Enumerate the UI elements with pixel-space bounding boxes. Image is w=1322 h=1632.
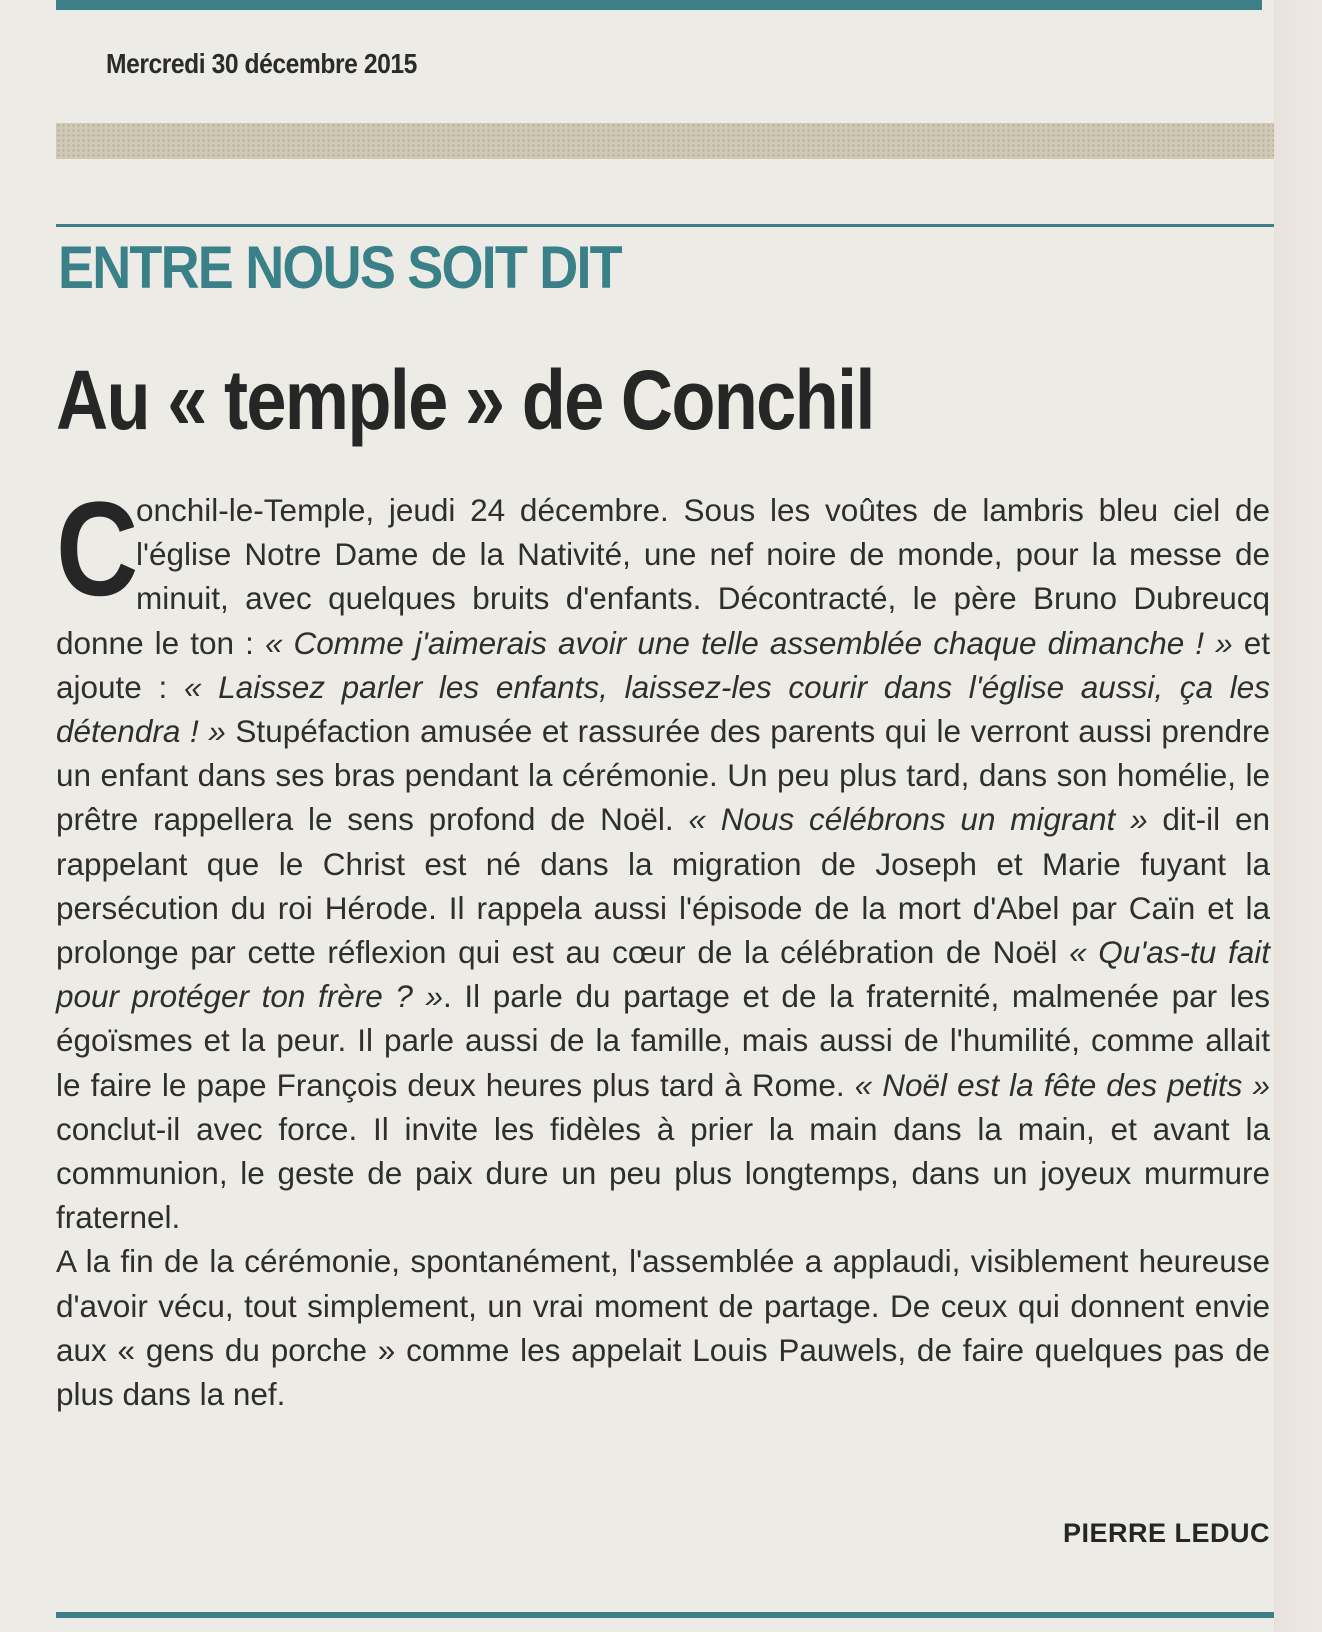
article-text <box>56 475 1270 1413</box>
section-title: ENTRE NOUS SOIT DIT <box>58 234 621 301</box>
paragraph-text: dit-il en rappelant que le Christ est né dans la migration de Joseph et Marie fuyant la persécution du roi Hérode. Il rappela aussi l'épisode de la mort d'Abel par Caïn et la prolonge par cette réflexion qui est au cœur de la célébration de Noël <box>56 801 1270 971</box>
article-body <box>56 475 1270 1416</box>
bottom-rule <box>56 1612 1274 1618</box>
paragraph-text: et ajoute : <box>56 624 1270 705</box>
article-headline: Au « temple » de Conchil <box>56 353 874 447</box>
paragraph-text: conclut-il avec force. Il invite les fidèles à prier la main dans la main, et avant la communion, le geste de paix dure un peu plus longtemps, dans un joyeux murmure fraternel. <box>56 1110 1270 1236</box>
quotation: « Laissez parler les enfants, laissez-les courir dans l'église aussi, ça les détendra ! » <box>56 668 1270 750</box>
paragraph-text: Stupéfaction amusée et rassurée des parents qui le verront aussi prendre un enfant dans ses bras pendant la cérémonie. Un peu plus tard, dans son homélie, le prêtre rappellera le sens profond de Noël. <box>56 713 1270 838</box>
issue-date: Mercredi 30 décembre 2015 <box>106 48 417 79</box>
header-band <box>56 123 1274 159</box>
quotation: « Comme j'aimerais avoir une telle assemblée chaque dimanche ! » <box>264 624 1233 661</box>
paragraph-text: A la fin de la cérémonie, spontanément, l'assemblée a applaudi, visiblement heureuse d'avoir vécu, tout simplement, un vrai moment de partage. De ceux qui donnent envie aux « gens du porche » comme les appelait Louis Pauwels, de faire quelques pas de plus dans la nef. <box>56 1243 1270 1413</box>
quotation: « Noël est la fête des petits » <box>854 1066 1270 1103</box>
page-edge <box>1274 0 1322 1632</box>
drop-cap: C <box>56 475 139 624</box>
quotation: « Nous célébrons un migrant » <box>688 801 1148 838</box>
byline: PIERRE LEDUC <box>1062 1518 1270 1548</box>
quotation: « Qu'as-tu fait pour protéger ton frère ? » <box>56 934 1270 1015</box>
paragraph-text: . Il parle du partage et de la fraternité, malmenée par les égoïsmes et la peur. Il parle aussi de la famille, mais aussi de l'humilité, comme allait le faire le pape François deux heures plus tard à Rome. <box>56 978 1270 1103</box>
section-rule <box>56 224 1274 227</box>
paragraph-text: onchil-le-Temple, jeudi 24 décembre. Sous les voûtes de lambris bleu ciel de l'église Notre Dame de la Nativité, une nef noire de monde, pour la messe de minuit, avec quelques bruits d'enfants. Décontracté, le père Bruno Dubreucq donne le ton : <box>56 492 1270 661</box>
top-rule <box>56 0 1262 10</box>
